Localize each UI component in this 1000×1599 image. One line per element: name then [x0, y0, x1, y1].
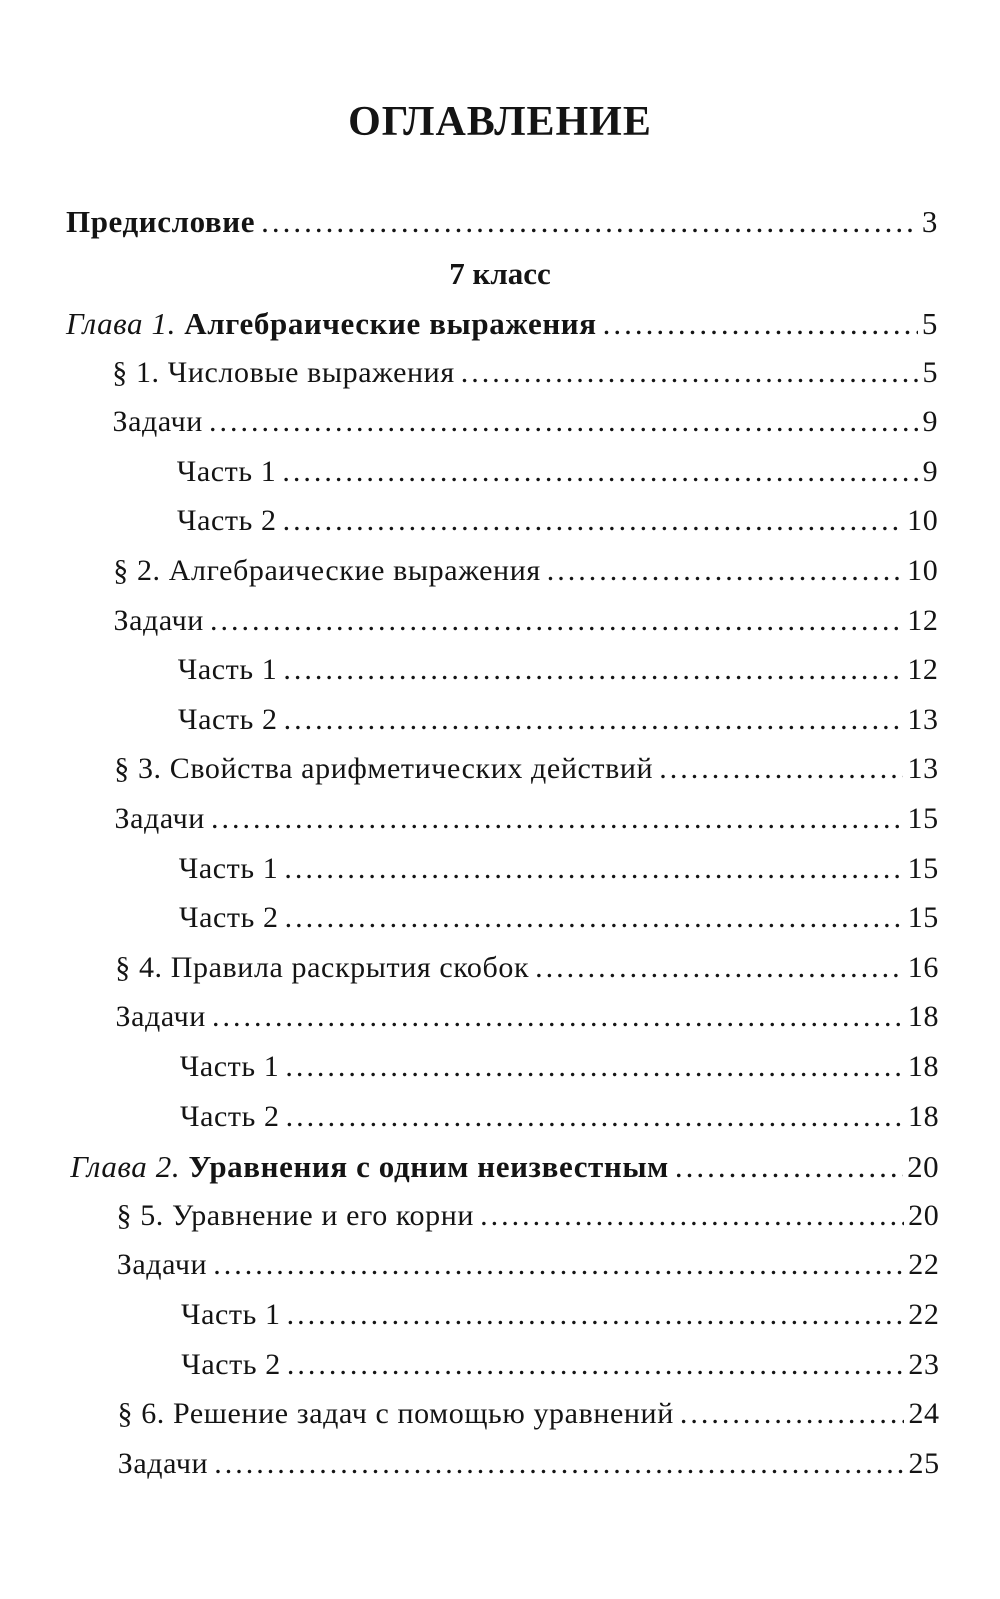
toc-leader-dots [283, 653, 903, 687]
toc-leader-dots [603, 306, 918, 342]
toc-leader-dots [209, 405, 919, 439]
toc-entry-label: Часть 2 [180, 1099, 280, 1133]
chapter-title: Уравнения с одним неизвестным [180, 1149, 669, 1185]
toc-leader-dots [659, 752, 903, 786]
toc-entry-label: § 5. Уравнение и его корни [116, 1198, 475, 1232]
toc-leader-dots [261, 204, 918, 240]
page-title: ОГЛАВЛЕНИЕ [348, 99, 652, 145]
toc-leader-dots [480, 1199, 904, 1233]
toc-entry-section [118, 1397, 940, 1441]
chapter-title: Алгебраические выражения [175, 306, 597, 341]
chapter-number: Глава 2. [70, 1149, 181, 1185]
toc-entry-label: § 2. Алгебраические выражения [113, 554, 541, 587]
toc-entry-part [179, 852, 939, 896]
toc-entry-page: 15 [907, 851, 939, 885]
toc-leader-dots [284, 852, 903, 886]
toc-leader-dots [287, 1298, 905, 1332]
toc-entry-section [114, 752, 938, 796]
toc-leader-dots [287, 1348, 905, 1382]
toc-entry-label [70, 1149, 669, 1185]
toc-entry-page: 16 [907, 950, 939, 984]
toc-entry-label: Часть 1 [181, 1298, 281, 1331]
toc-entry-label: Задачи [117, 1446, 209, 1480]
toc-entry-label: § 1. Числовые выражения [112, 355, 455, 389]
toc-entry-label: Задачи [116, 1248, 208, 1282]
toc-entry-label: Часть 2 [178, 702, 278, 736]
toc-entry-chapter [66, 306, 938, 350]
grade-heading: 7 класс [449, 256, 551, 291]
toc-entry-page: 18 [907, 1000, 940, 1034]
toc-entry-label: Задачи [114, 802, 205, 835]
toc-entry-section [112, 356, 938, 400]
toc-leader-dots [282, 455, 918, 489]
toc-entry-label: § 6. Решение задач с помощью уравнений [117, 1397, 674, 1431]
toc-leader-dots [283, 504, 903, 538]
toc-entry-page: 20 [908, 1198, 940, 1232]
toc-leader-dots [211, 802, 904, 836]
toc-entry-page: 5 [922, 355, 939, 389]
toc-leader-dots [214, 1447, 904, 1481]
toc-entry-part [180, 1050, 939, 1094]
toc-leader-dots [680, 1397, 905, 1431]
toc-entry-label: Задачи [112, 405, 203, 439]
toc-entry-page: 9 [922, 454, 939, 488]
toc-leader-dots [212, 1000, 904, 1034]
toc-entry-part [181, 1348, 939, 1392]
toc-entry-chapter [70, 1149, 939, 1193]
toc-leader-dots [461, 356, 919, 390]
toc-entry-page: 10 [907, 554, 939, 587]
toc-entry-section [117, 1199, 940, 1243]
toc-leader-dots [285, 1050, 904, 1084]
toc-entry-page: 15 [907, 901, 939, 935]
toc-entry-label: Часть 2 [177, 504, 277, 538]
toc-entry-label: Часть 1 [179, 1050, 280, 1083]
toc-leader-dots [284, 703, 904, 737]
toc-leader-dots [547, 554, 903, 588]
toc-entry-tasks [116, 1000, 940, 1044]
toc-entry-label: § 4. Правила раскрытия скобок [115, 950, 530, 984]
toc-entry-page: 13 [907, 752, 939, 786]
toc-entry-page: 9 [922, 405, 939, 439]
toc-entry-page: 15 [907, 802, 939, 835]
toc-entry-page: 12 [907, 653, 939, 687]
toc-entry-part [179, 901, 939, 945]
toc-entry-label: Задачи [113, 603, 204, 637]
toc-leader-dots [535, 951, 904, 985]
toc-entry-preface [66, 204, 938, 248]
toc-entry-part [178, 703, 939, 747]
toc-entry-label: Часть 2 [179, 901, 279, 935]
toc-entry-page: 18 [908, 1099, 940, 1133]
toc-entry-page: 22 [908, 1248, 940, 1282]
toc-entry-page: 22 [908, 1298, 940, 1331]
toc-entry-section [115, 951, 939, 995]
toc-leader-dots [285, 901, 904, 935]
toc-entry-part [177, 455, 938, 499]
toc-entry-part [177, 504, 938, 548]
toc-entry-tasks [117, 1248, 940, 1292]
toc-entry-section [113, 554, 938, 598]
toc-leader-dots [286, 1100, 904, 1134]
toc-entry-label [66, 306, 597, 342]
toc-leader-dots [675, 1149, 903, 1185]
toc-entry-page: 25 [908, 1446, 940, 1480]
toc-entry-part [180, 1100, 939, 1144]
toc-leader-dots [210, 604, 903, 638]
toc-entry-tasks [114, 604, 939, 648]
toc-entry-page: 24 [908, 1397, 940, 1431]
toc-entry-page: 13 [907, 702, 939, 736]
chapter-number: Глава 1. [66, 306, 176, 341]
toc-entry-label: Часть 1 [177, 653, 278, 687]
toc-entry-label: Предисловие [66, 204, 256, 239]
toc-entry-label: Часть 1 [178, 851, 279, 885]
toc-entry-label: Часть 2 [181, 1347, 281, 1381]
toc-entry-label: Часть 1 [176, 454, 277, 488]
toc-entry-label: § 3. Свойства арифметических действий [114, 752, 654, 786]
toc-entry-tasks [118, 1447, 940, 1491]
toc-entry-page: 23 [908, 1347, 940, 1381]
toc-entry-page: 12 [907, 603, 939, 637]
toc-entry-page: 18 [907, 1050, 940, 1083]
toc-entry-label: Задачи [115, 1000, 206, 1034]
toc-entry-part [178, 653, 939, 697]
toc-entry-page: 5 [921, 306, 938, 341]
toc-entry-page: 20 [907, 1149, 940, 1185]
toc-leader-dots [213, 1248, 904, 1282]
toc-entry-page: 3 [921, 204, 938, 239]
toc-entry-tasks [115, 802, 939, 846]
toc-entry-tasks [113, 405, 939, 449]
toc-entry-part [181, 1298, 940, 1342]
toc-entry-page: 10 [907, 504, 939, 538]
